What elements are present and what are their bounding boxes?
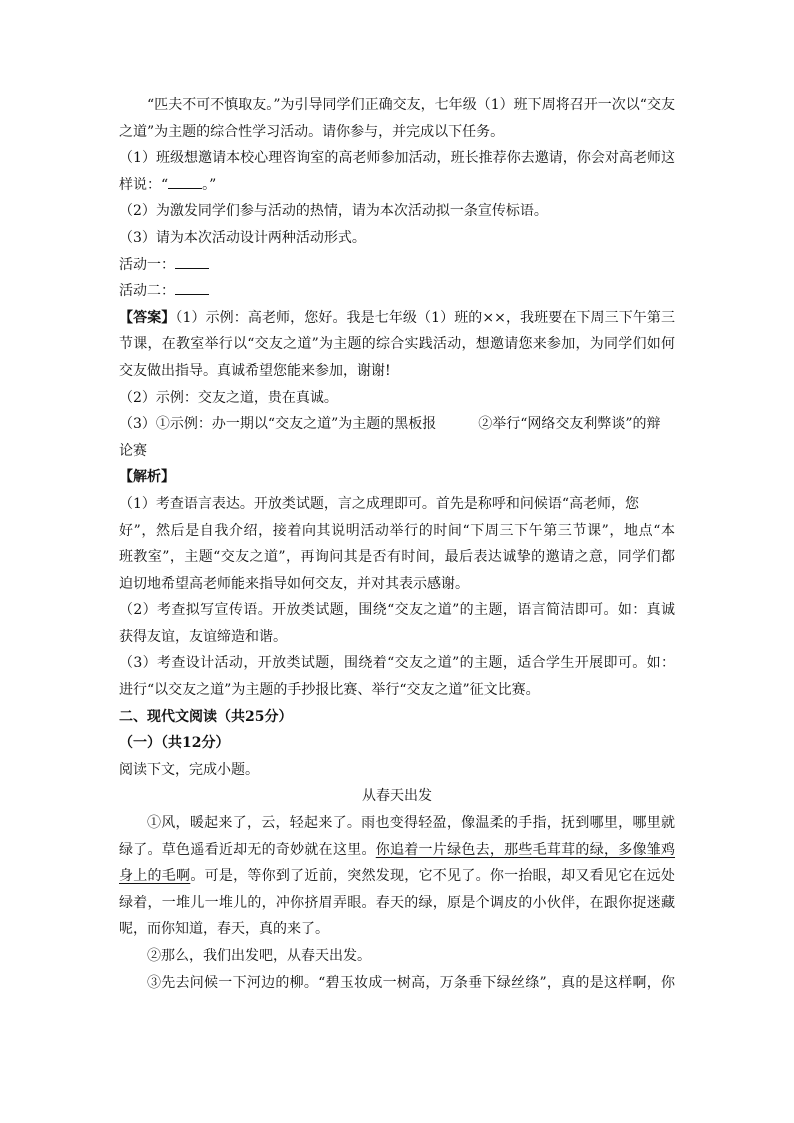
analysis-1-cont: 好”，然后是自我介绍，接着向其说明活动举行的时间“下周三下午第三节课”，地点“本 xyxy=(119,522,675,539)
answer-3-part2: ②举行“网络交友利弊谈”的辩 xyxy=(478,416,661,433)
answer-blank xyxy=(175,254,209,269)
answer-3-part1: （3）①示例：办一期以“交友之道”为主题的黑板报 xyxy=(119,416,437,433)
underlined-text: 你追着一片绿色去，那些毛茸茸的绿，多像雏鸡 xyxy=(375,841,676,858)
task-intro-cont: 之道”为主题的综合性学习活动。请你参与，并完成以下任务。 xyxy=(119,123,505,140)
question-3: （3）请为本次活动设计两种活动形式。 xyxy=(119,229,366,246)
question-1-suffix: 。” xyxy=(202,176,217,193)
article-paragraph-1: ①风，暖起来了，云，轻起来了。雨也变得轻盈，像温柔的手指，抚到哪里，哪里就 xyxy=(147,815,675,832)
section-instruction: 阅读下文，完成小题。 xyxy=(119,761,259,778)
answer-label: 【答案】 xyxy=(119,309,176,326)
activity-2 xyxy=(119,278,675,305)
article-paragraph-1-cont xyxy=(119,863,675,890)
question-1-prefix: 样说：“ xyxy=(119,176,169,193)
article-paragraph-1-cont: 绿着，一堆儿一堆儿的，冲你挤眉弄眼。春天的绿，原是个调皮的小伙伴，在跟你捉迷藏 xyxy=(119,894,675,911)
analysis-2: （2）考查拟写宣传语。开放类试题，围绕“交友之道”的主题，语言简洁即可。如：真诚 xyxy=(119,602,675,619)
document-content xyxy=(119,92,675,996)
question-1: （1）班级想邀请本校心理咨询室的高老师参加活动，班长推荐你去邀请，你会对高老师这 xyxy=(119,150,675,167)
answer-1-text: （1）示例：高老师，您好。我是七年级（1）班的××，我班要在下周三下午第三 xyxy=(175,309,676,326)
underlined-text: 身上的毛啊 xyxy=(119,868,191,885)
article-paragraph-2: ②那么，我们出发吧，从春天出发。 xyxy=(147,948,371,964)
answer-3 xyxy=(119,411,675,438)
article-text: 绿了。草色遥看近却无的奇妙就在这里。 xyxy=(119,841,376,858)
answer-blank xyxy=(175,280,209,295)
answer-2: （2）示例：交友之道，贵在真诚。 xyxy=(119,389,338,406)
section-heading: 二、现代文阅读（共25分） xyxy=(119,708,293,725)
activity-1-label: 活动一： xyxy=(119,256,175,273)
analysis-label: 【解析】 xyxy=(119,469,175,486)
analysis-2-end: 获得友谊，友谊缔造和谐。 xyxy=(119,628,287,645)
article-paragraph-1-cont xyxy=(119,837,675,864)
question-2: （2）为激发同学们参与活动的热情，请为本次活动拟一条宣传标语。 xyxy=(119,203,548,220)
answer-blank xyxy=(168,174,202,189)
article-paragraph-3: ③先去问候一下河边的柳。“碧玉妆成一树高，万条垂下绿丝绦”，真的是这样啊，你 xyxy=(147,974,675,991)
activity-2-label: 活动二： xyxy=(119,283,175,300)
article-title: 从春天出发 xyxy=(362,788,432,805)
analysis-3-end: 进行“以交友之道”为主题的手抄报比赛、举行“交友之道”征文比赛。 xyxy=(119,682,540,699)
answer-1-cont: 节课，在教室举行以“交友之道”为主题的综合实践活动，想邀请您来参加，为同学们如何 xyxy=(119,336,675,353)
question-1-cont xyxy=(119,172,675,199)
answer-1-end: 交友做出指导。真诚希望您能来参加，谢谢! xyxy=(119,362,391,379)
section-subheading: （一）（共12分） xyxy=(119,735,230,752)
article-paragraph-1-end: 呢，而你知道，春天，真的来了。 xyxy=(119,921,329,938)
article-text: 。可是，等你到了近前，突然发现，它不见了。你一抬眼，却又看见它在远处 xyxy=(190,868,676,885)
answer-1 xyxy=(119,305,675,332)
analysis-1-end: 迫切地希望高老师能来指导如何交友，并对其表示感谢。 xyxy=(119,575,469,592)
analysis-3: （3）考查设计活动，开放类试题，围绕着“交友之道”的主题，适合学生开展即可。如： xyxy=(119,655,675,672)
answer-3-end: 论赛 xyxy=(119,442,147,459)
activity-1 xyxy=(119,252,675,279)
analysis-1-cont: 班教室”，主题“交友之道”，再询问其是否有时间，最后表达诚挚的邀请之意，同学们都 xyxy=(119,549,675,566)
task-intro: “匹夫不可不慎取友。”为引导同学们正确交友，七年级（1）班下周将召开一次以“交友 xyxy=(147,97,675,113)
analysis-1: （1）考查语言表达。开放类试题，言之成理即可。首先是称呼和问候语“高老师，您 xyxy=(119,495,640,512)
